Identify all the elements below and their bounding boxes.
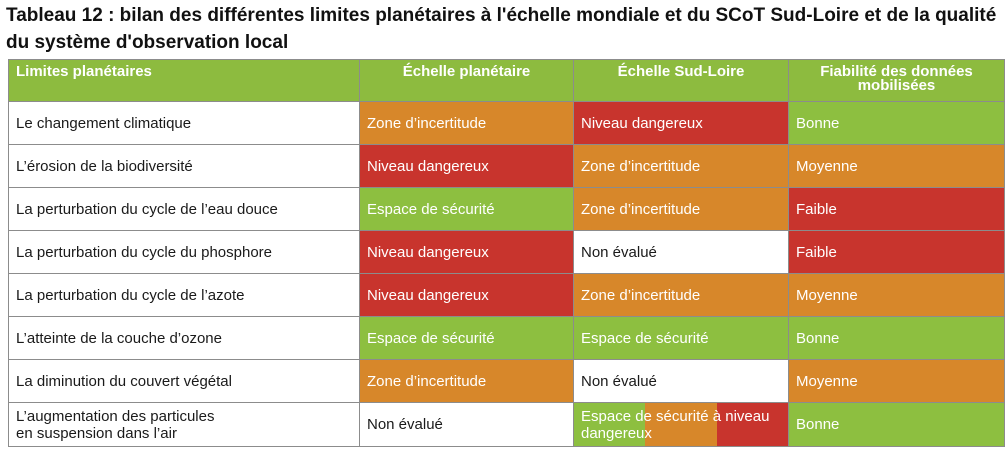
table-title: Tableau 12 : bilan des différentes limites planétaires à l'échelle mondiale et du SCoT Sud-Loire et de la qualité du système d'observation local bbox=[6, 5, 997, 53]
sud-loire-status-text bbox=[574, 408, 788, 442]
reliability-status: Moyenne bbox=[789, 274, 1005, 317]
reliability-status: Faible bbox=[789, 231, 1005, 274]
planetary-status: Espace de sécurité bbox=[360, 317, 574, 360]
planetary-status: Zone d’incertitude bbox=[360, 360, 574, 403]
reliability-status: Moyenne bbox=[789, 360, 1005, 403]
row-label: L’atteinte de la couche d’ozone bbox=[9, 317, 360, 360]
table-row bbox=[9, 231, 1005, 274]
planetary-status: Niveau dangereux bbox=[360, 145, 574, 188]
planetary-status: Zone d’incertitude bbox=[360, 102, 574, 145]
reliability-status: Moyenne bbox=[789, 145, 1005, 188]
row-label: Le changement climatique bbox=[9, 102, 360, 145]
status-text-line2: dangereux bbox=[581, 424, 652, 442]
table-header-row bbox=[9, 60, 1005, 102]
planetary-status: Non évalué bbox=[360, 403, 574, 447]
status-text-line1: Espace de sécurité à niveau bbox=[581, 407, 770, 425]
sud-loire-status: Espace de sécurité bbox=[574, 317, 789, 360]
header-limits: Limites planétaires bbox=[9, 60, 360, 102]
sud-loire-status-gradient bbox=[574, 403, 789, 447]
planetary-status: Niveau dangereux bbox=[360, 231, 574, 274]
sud-loire-status: Niveau dangereux bbox=[574, 102, 789, 145]
header-reliability-line2: mobilisées bbox=[857, 77, 936, 94]
planetary-status: Niveau dangereux bbox=[360, 274, 574, 317]
header-reliability-line1: Fiabilité des données bbox=[820, 63, 973, 80]
table-row bbox=[9, 360, 1005, 403]
row-label: La perturbation du cycle du phosphore bbox=[9, 231, 360, 274]
table-row bbox=[9, 274, 1005, 317]
header-data-reliability bbox=[789, 60, 1005, 102]
row-label-line2: en suspension dans l’air bbox=[16, 424, 177, 442]
header-sud-loire-scale: Échelle Sud-Loire bbox=[574, 60, 789, 102]
reliability-status: Bonne bbox=[789, 403, 1005, 447]
row-label bbox=[9, 403, 360, 447]
table-row bbox=[9, 317, 1005, 360]
table-row bbox=[9, 403, 1005, 447]
reliability-status: Faible bbox=[789, 188, 1005, 231]
table-row bbox=[9, 102, 1005, 145]
planetary-status: Espace de sécurité bbox=[360, 188, 574, 231]
sud-loire-status: Zone d’incertitude bbox=[574, 145, 789, 188]
row-label: La perturbation du cycle de l’eau douce bbox=[9, 188, 360, 231]
reliability-status: Bonne bbox=[789, 317, 1005, 360]
row-label-line1: L’augmentation des particules bbox=[16, 407, 215, 425]
header-planetary-scale: Échelle planétaire bbox=[360, 60, 574, 102]
row-label: La perturbation du cycle de l’azote bbox=[9, 274, 360, 317]
sud-loire-status: Non évalué bbox=[574, 360, 789, 403]
sud-loire-status: Zone d’incertitude bbox=[574, 274, 789, 317]
sud-loire-status: Zone d’incertitude bbox=[574, 188, 789, 231]
planetary-limits-table bbox=[8, 59, 1005, 447]
reliability-status: Bonne bbox=[789, 102, 1005, 145]
table-row bbox=[9, 145, 1005, 188]
sud-loire-status: Non évalué bbox=[574, 231, 789, 274]
row-label: L’érosion de la biodiversité bbox=[9, 145, 360, 188]
row-label: La diminution du couvert végétal bbox=[9, 360, 360, 403]
table-row bbox=[9, 188, 1005, 231]
